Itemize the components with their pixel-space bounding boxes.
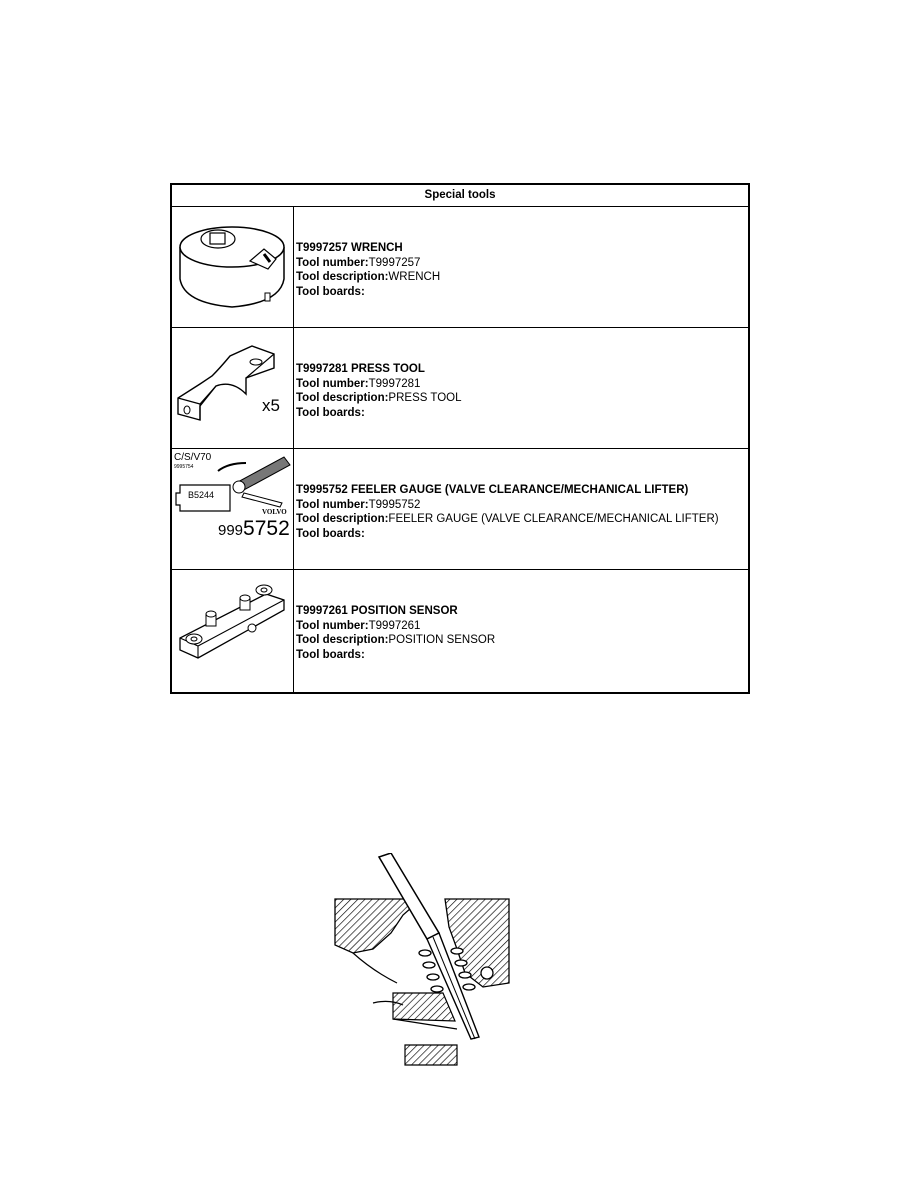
engine-label: B5244	[188, 490, 215, 500]
number-prefix: 999	[218, 522, 244, 539]
volvo-logo: VOLVO	[262, 508, 287, 516]
tool-number-value: T9997257	[368, 256, 421, 269]
tool-description-value: WRENCH	[388, 271, 441, 284]
tool-description-label: Tool description:	[296, 392, 389, 405]
tool-boards-label: Tool boards:	[296, 285, 365, 298]
tool-description-value: FEELER GAUGE (VALVE CLEARANCE/MECHANICAL LIFTER)	[388, 513, 719, 526]
tool-info	[294, 449, 719, 569]
tool-boards-label: Tool boards:	[296, 648, 365, 661]
quantity-label: x5	[262, 396, 280, 415]
tool-info	[294, 328, 462, 448]
tool-row	[172, 449, 748, 570]
model-label: C/S/V70	[174, 452, 212, 463]
tool-number-label: Tool number:	[296, 377, 369, 390]
tool-boards-label: Tool boards:	[296, 527, 365, 540]
tool-description-value: POSITION SENSOR	[388, 634, 496, 647]
tool-number-value: T9995752	[368, 498, 421, 511]
number-suffix: 5752	[243, 517, 290, 540]
feeler-gauge-icon	[172, 449, 294, 569]
wrench-tool-icon	[172, 207, 294, 327]
tool-title: T9997257 WRENCH	[296, 242, 403, 254]
tool-boards-label: Tool boards:	[296, 406, 365, 419]
tool-info	[294, 570, 495, 692]
position-sensor-tool-icon	[172, 570, 294, 692]
tool-number-value: T9997281	[368, 377, 421, 390]
tool-description-value: PRESS TOOL	[388, 392, 462, 405]
tool-title: T9997261 POSITION SENSOR	[296, 605, 458, 617]
special-tools-table	[170, 183, 750, 694]
tool-number-label: Tool number:	[296, 256, 369, 269]
tool-row	[172, 570, 748, 692]
table-header: Special tools	[172, 185, 748, 207]
tool-description-label: Tool description:	[296, 513, 389, 526]
small-number-label: 9995754	[174, 464, 194, 470]
tool-description-label: Tool description:	[296, 271, 389, 284]
tool-number-label: Tool number:	[296, 498, 369, 511]
press-tool-icon	[172, 328, 294, 448]
tool-part-number	[218, 517, 290, 541]
tool-number-label: Tool number:	[296, 619, 369, 632]
tool-info	[294, 207, 440, 327]
tool-row	[172, 207, 748, 328]
tool-row	[172, 328, 748, 449]
valve-clearance-illustration-icon	[333, 853, 513, 1073]
tool-description-label: Tool description:	[296, 634, 389, 647]
tool-title: T9997281 PRESS TOOL	[296, 363, 425, 375]
tool-number-value: T9997261	[368, 619, 421, 632]
tool-title: T9995752 FEELER GAUGE (VALVE CLEARANCE/MECHANICAL LIFTER)	[296, 484, 689, 496]
